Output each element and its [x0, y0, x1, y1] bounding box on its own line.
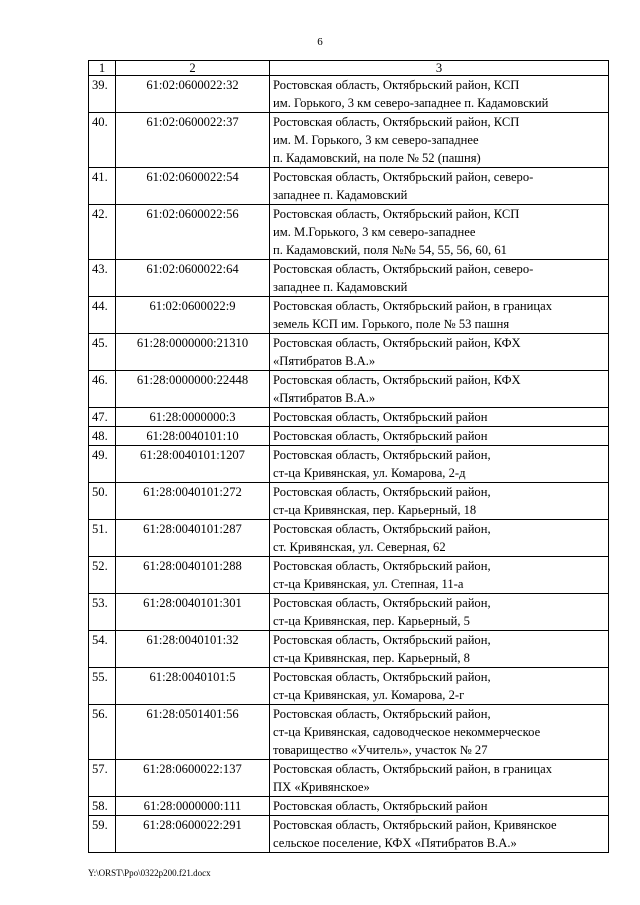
table-row	[89, 260, 609, 297]
row-number-cell: 54.	[89, 631, 116, 668]
table-row	[89, 76, 609, 113]
table-row	[89, 371, 609, 408]
address-cell: Ростовская область, Октябрьский район, северо- западнее п. Кадамовский	[270, 260, 609, 297]
address-cell: Ростовская область, Октябрьский район, северо- западнее п. Кадамовский	[270, 168, 609, 205]
table-header-row	[89, 61, 609, 76]
row-number-cell: 57.	[89, 760, 116, 797]
address-cell: Ростовская область, Октябрьский район, ст-ца Кривянская, ул. Степная, 11-а	[270, 557, 609, 594]
cadastral-number-cell: 61:28:0000000:3	[116, 408, 270, 427]
table-row	[89, 631, 609, 668]
table-row	[89, 205, 609, 260]
cadastral-number-cell: 61:28:0040101:10	[116, 427, 270, 446]
cadastral-number-cell: 61:02:0600022:54	[116, 168, 270, 205]
table-row	[89, 760, 609, 797]
row-number-cell: 56.	[89, 705, 116, 760]
address-cell: Ростовская область, Октябрьский район, КСП им. Горького, 3 км северо-западнее п. Кадамовский	[270, 76, 609, 113]
cadastral-number-cell: 61:02:0600022:9	[116, 297, 270, 334]
cadastral-number-cell: 61:28:0040101:32	[116, 631, 270, 668]
cadastral-number-cell: 61:28:0040101:272	[116, 483, 270, 520]
cadastral-number-cell: 61:28:0501401:56	[116, 705, 270, 760]
address-cell: Ростовская область, Октябрьский район, ст-ца Кривянская, садоводческое некоммерческое товарищество «Учитель», участок № 27	[270, 705, 609, 760]
page-number: 6	[317, 36, 323, 48]
row-number-cell: 58.	[89, 797, 116, 816]
address-cell: Ростовская область, Октябрьский район, ст-ца Кривянская, пер. Карьерный, 8	[270, 631, 609, 668]
row-number-cell: 59.	[89, 816, 116, 853]
row-number-cell: 55.	[89, 668, 116, 705]
row-number-cell: 53.	[89, 594, 116, 631]
table-row	[89, 520, 609, 557]
address-cell: Ростовская область, Октябрьский район	[270, 427, 609, 446]
address-cell: Ростовская область, Октябрьский район, ст-ца Кривянская, пер. Карьерный, 18	[270, 483, 609, 520]
row-number-cell: 50.	[89, 483, 116, 520]
table-row	[89, 427, 609, 446]
row-number-cell: 40.	[89, 113, 116, 168]
address-cell: Ростовская область, Октябрьский район, ст. Кривянская, ул. Северная, 62	[270, 520, 609, 557]
row-number-cell: 48.	[89, 427, 116, 446]
table-row	[89, 446, 609, 483]
cadastral-number-cell: 61:28:0040101:301	[116, 594, 270, 631]
cadastral-number-cell: 61:28:0040101:1207	[116, 446, 270, 483]
row-number-cell: 49.	[89, 446, 116, 483]
table-row	[89, 334, 609, 371]
cadastral-number-cell: 61:28:0040101:288	[116, 557, 270, 594]
row-number-cell: 45.	[89, 334, 116, 371]
table-row	[89, 113, 609, 168]
row-number-cell: 42.	[89, 205, 116, 260]
address-cell: Ростовская область, Октябрьский район	[270, 408, 609, 427]
row-number-cell: 44.	[89, 297, 116, 334]
address-cell: Ростовская область, Октябрьский район, КСП им. М. Горького, 3 км северо-западнее п. Кадамовский, на поле № 52 (пашня)	[270, 113, 609, 168]
table-row	[89, 168, 609, 205]
table-row	[89, 408, 609, 427]
address-cell: Ростовская область, Октябрьский район, ст-ца Кривянская, ул. Комарова, 2-г	[270, 668, 609, 705]
row-number-cell: 51.	[89, 520, 116, 557]
file-path-footer: Y:\ORST\Ppo\0322p200.f21.docx	[88, 868, 211, 878]
cadastral-number-cell: 61:02:0600022:32	[116, 76, 270, 113]
row-number-cell: 46.	[89, 371, 116, 408]
table-row	[89, 483, 609, 520]
row-number-cell: 43.	[89, 260, 116, 297]
table-row	[89, 816, 609, 853]
land-plots-table	[88, 60, 609, 853]
cadastral-number-cell: 61:28:0000000:111	[116, 797, 270, 816]
address-cell: Ростовская область, Октябрьский район, ст-ца Кривянская, ул. Комарова, 2-д	[270, 446, 609, 483]
row-number-cell: 39.	[89, 76, 116, 113]
address-cell: Ростовская область, Октябрьский район, в границах земель КСП им. Горького, поле № 53 пашня	[270, 297, 609, 334]
header-col-3: 3	[270, 61, 609, 76]
cadastral-number-cell: 61:02:0600022:64	[116, 260, 270, 297]
cadastral-number-cell: 61:02:0600022:56	[116, 205, 270, 260]
cadastral-number-cell: 61:28:0600022:137	[116, 760, 270, 797]
table-row	[89, 797, 609, 816]
row-number-cell: 41.	[89, 168, 116, 205]
row-number-cell: 52.	[89, 557, 116, 594]
table-row	[89, 705, 609, 760]
address-cell: Ростовская область, Октябрьский район, КФХ «Пятибратов В.А.»	[270, 371, 609, 408]
address-cell: Ростовская область, Октябрьский район, в границах ПХ «Кривянское»	[270, 760, 609, 797]
cadastral-number-cell: 61:28:0040101:287	[116, 520, 270, 557]
header-col-1: 1	[89, 61, 116, 76]
address-cell: Ростовская область, Октябрьский район, ст-ца Кривянская, пер. Карьерный, 5	[270, 594, 609, 631]
cadastral-number-cell: 61:02:0600022:37	[116, 113, 270, 168]
address-cell: Ростовская область, Октябрьский район	[270, 797, 609, 816]
table-row	[89, 557, 609, 594]
table-row	[89, 668, 609, 705]
header-col-2: 2	[116, 61, 270, 76]
table-row	[89, 297, 609, 334]
address-cell: Ростовская область, Октябрьский район, КСП им. М.Горького, 3 км северо-западнее п. Кадамовский, поля №№ 54, 55, 56, 60, 61	[270, 205, 609, 260]
cadastral-number-cell: 61:28:0040101:5	[116, 668, 270, 705]
row-number-cell: 47.	[89, 408, 116, 427]
cadastral-number-cell: 61:28:0000000:21310	[116, 334, 270, 371]
address-cell: Ростовская область, Октябрьский район, Кривянское сельское поселение, КФХ «Пятибратов В.А.»	[270, 816, 609, 853]
cadastral-number-cell: 61:28:0600022:291	[116, 816, 270, 853]
address-cell: Ростовская область, Октябрьский район, КФХ «Пятибратов В.А.»	[270, 334, 609, 371]
table-row	[89, 594, 609, 631]
cadastral-number-cell: 61:28:0000000:22448	[116, 371, 270, 408]
